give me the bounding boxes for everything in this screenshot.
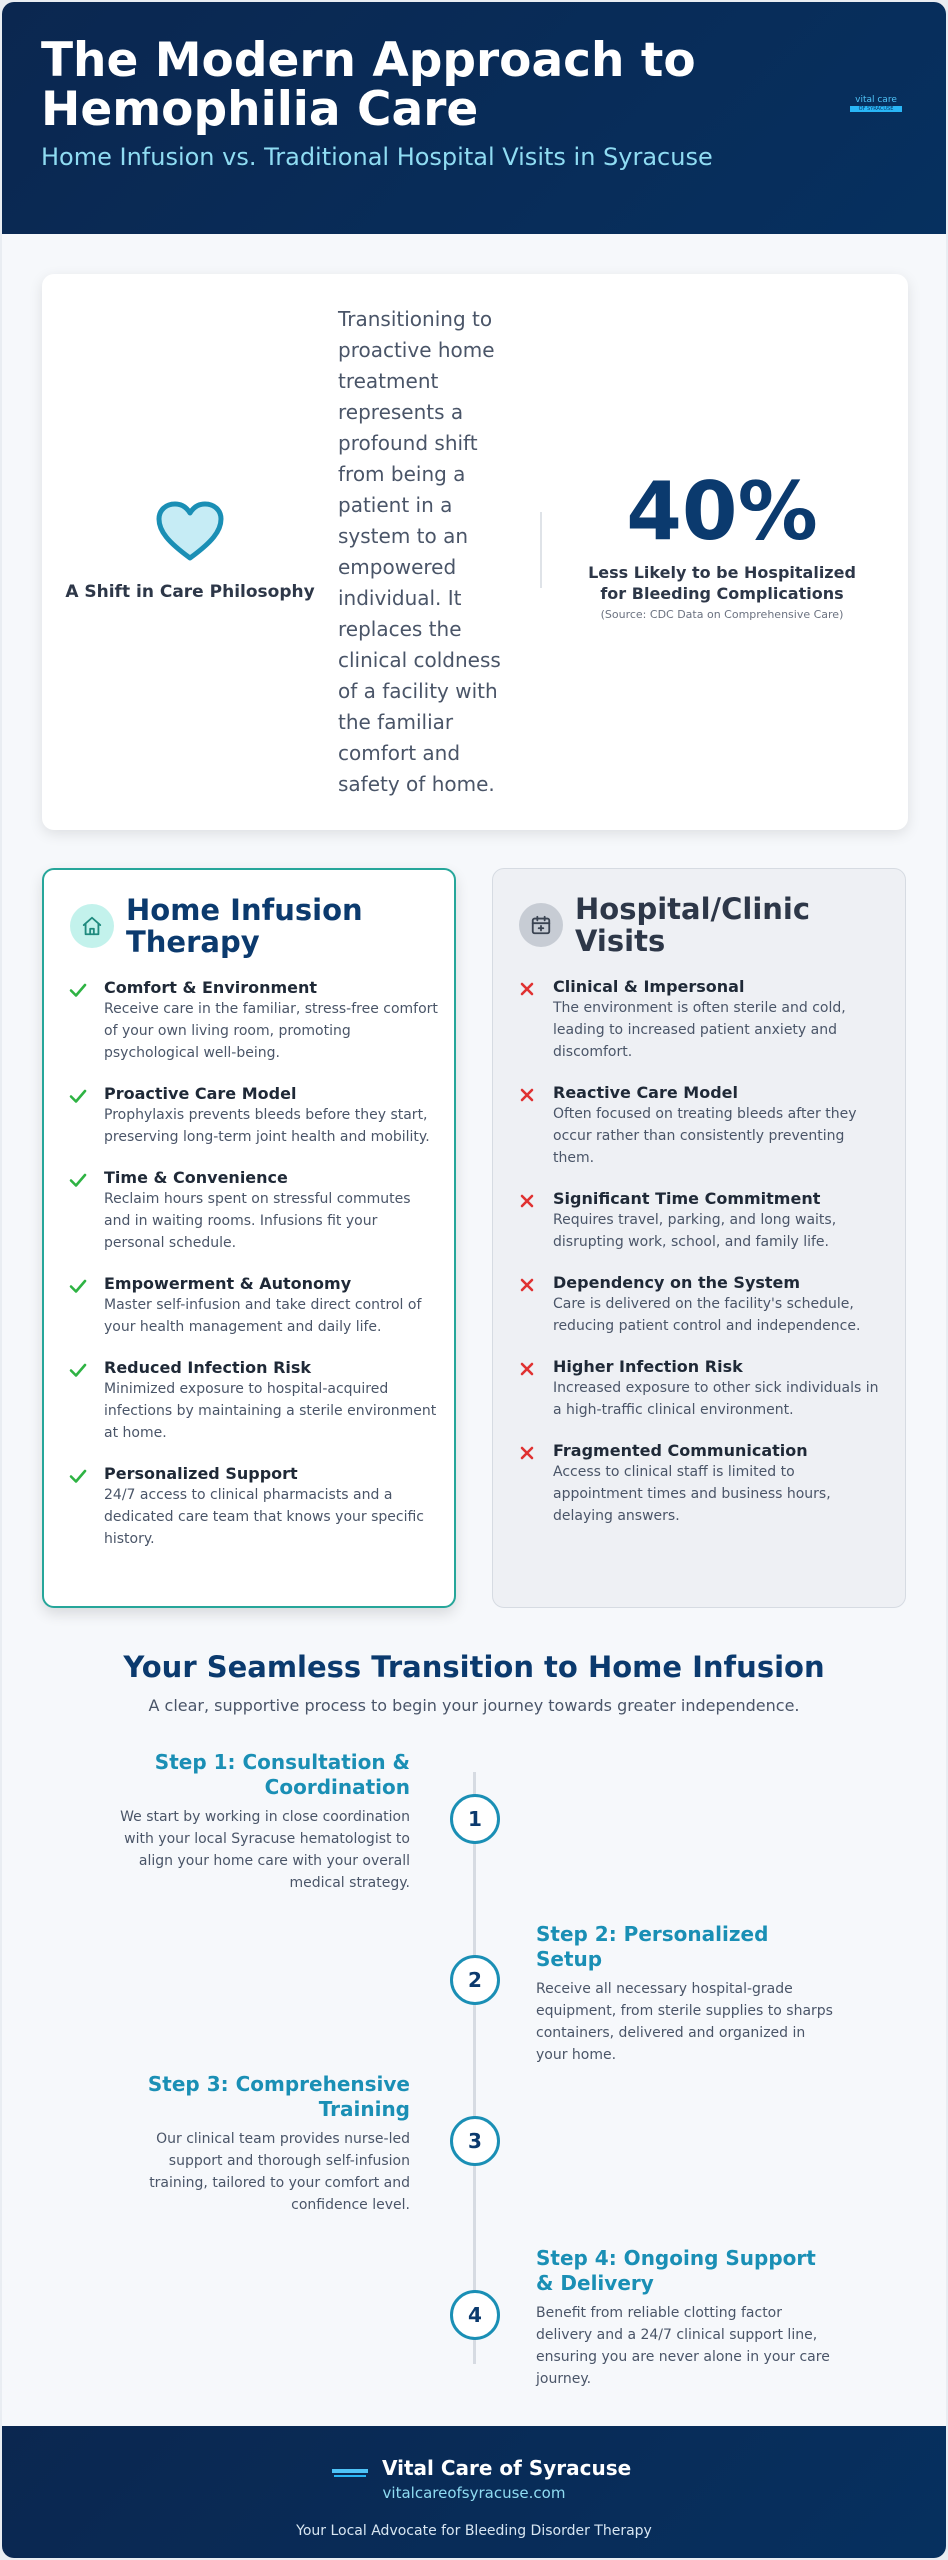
step-number: 2: [450, 1955, 500, 2005]
home-infusion-title: Home Infusion Therapy: [126, 893, 363, 959]
item-title: Significant Time Commitment: [553, 1189, 821, 1208]
cross-icon: [517, 1443, 537, 1463]
item-title: Empowerment & Autonomy: [104, 1274, 352, 1293]
stat-block: [582, 465, 862, 621]
cross-icon: [517, 1275, 537, 1295]
item-title: Dependency on the System: [553, 1273, 801, 1292]
item-description: Often focused on treating bleeds after they occur rather than consistently preventing them.: [553, 1106, 857, 1166]
brand-logo-icon: [332, 2466, 368, 2480]
list-item: [68, 1168, 438, 1254]
step-title: Step 4: Ongoing Support & Delivery: [536, 2246, 816, 2295]
item-title: Clinical & Impersonal: [553, 977, 745, 996]
item-description: Requires travel, parking, and long waits, disrupting work, school, and family life.: [553, 1212, 837, 1250]
home-benefit-list: [68, 978, 438, 1570]
timeline-step-2: [536, 1922, 836, 2066]
hospital-visits-title: Hospital/Clinic Visits: [575, 892, 811, 958]
item-title: Reactive Care Model: [553, 1083, 738, 1102]
check-icon: [68, 1086, 88, 1106]
item-description: Increased exposure to other sick individuals in a high-traffic clinical environment.: [553, 1380, 879, 1418]
header: [2, 2, 946, 234]
cross-icon: [517, 1191, 537, 1211]
calendar-icon: [519, 903, 563, 947]
list-item: [68, 1084, 438, 1148]
home-infusion-card: [42, 868, 456, 1608]
logo-text: vital care: [855, 95, 897, 105]
step-description: Benefit from reliable clotting factor delivery and a 24/7 clinical support line, ensuring you are never alone in your care journey.: [536, 2305, 830, 2387]
list-item: [68, 1358, 438, 1444]
cross-icon: [517, 979, 537, 999]
item-description: Prophylaxis prevents bleeds before they start, preserving long-term joint health and mobility.: [104, 1107, 430, 1145]
footer: [2, 2426, 946, 2558]
list-item: [68, 978, 438, 1064]
item-title: Higher Infection Risk: [553, 1357, 743, 1376]
footer-brand-name: Vital Care of Syracuse: [382, 2456, 632, 2480]
list-item: [68, 1464, 438, 1550]
heart-icon: [154, 500, 226, 564]
item-description: 24/7 access to clinical pharmacists and a dedicated care team that knows your specific history.: [104, 1487, 424, 1547]
item-title: Fragmented Communication: [553, 1441, 808, 1460]
check-icon: [68, 1276, 88, 1296]
footer-tagline: Your Local Advocate for Bleeding Disorder Therapy: [296, 2523, 652, 2539]
timeline-line: [473, 1772, 476, 2364]
list-item: [517, 1357, 887, 1421]
list-item: [517, 1273, 887, 1337]
step-description: Our clinical team provides nurse-led support and thorough self-infusion training, tailored to your comfort and confidence level.: [149, 2131, 410, 2213]
cross-icon: [517, 1359, 537, 1379]
timeline-title: Your Seamless Transition to Home Infusion: [123, 1650, 825, 1684]
divider: [540, 512, 542, 588]
intro-text: Transitioning to proactive home treatment represents a profound shift from being a patient in a system to an empowered individual. It replaces the clinical coldness of a facility with the familiar comfort and safety of home.: [338, 307, 501, 796]
item-description: Minimized exposure to hospital-acquired infections by maintaining a sterile environment at home.: [104, 1381, 437, 1441]
item-description: Master self-infusion and take direct control of your health management and daily life.: [104, 1297, 422, 1335]
check-icon: [68, 1170, 88, 1190]
item-title: Time & Convenience: [104, 1168, 288, 1187]
step-description: Receive all necessary hospital-grade equipment, from sterile supplies to sharps containers, delivered and organized in your home.: [536, 1981, 833, 2063]
step-number: 4: [450, 2290, 500, 2340]
stat-description: Less Likely to be Hospitalized for Bleeding Complications: [588, 563, 856, 603]
step-title: Step 3: Comprehensive Training: [147, 2072, 410, 2121]
timeline-step-3: [110, 2072, 410, 2216]
item-title: Comfort & Environment: [104, 978, 318, 997]
item-title: Reduced Infection Risk: [104, 1358, 312, 1377]
brand-logo: [850, 95, 902, 112]
page-title: The Modern Approach to Hemophilia Care: [41, 33, 696, 137]
list-item: [68, 1274, 438, 1338]
check-icon: [68, 980, 88, 1000]
list-item: [517, 1189, 887, 1253]
footer-website-link[interactable]: vitalcareofsyracuse.com: [382, 2484, 566, 2502]
item-description: Access to clinical staff is limited to appointment times and business hours, delaying answers.: [553, 1464, 831, 1524]
intro-card: [42, 274, 908, 830]
item-description: Receive care in the familiar, stress-free comfort of your own living room, promoting psychological well-being.: [104, 1001, 438, 1061]
item-description: Care is delivered on the facility's schedule, reducing patient control and independence.: [553, 1296, 861, 1334]
logo-subtext: OF SYRACUSE: [850, 106, 902, 112]
check-icon: [68, 1360, 88, 1380]
step-description: We start by working in close coordination with your local Syracuse hematologist to align your home care with your overall medical strategy.: [120, 1809, 410, 1891]
hospital-visits-card: [492, 868, 906, 1608]
timeline-step-1: [110, 1750, 410, 1894]
philosophy-label: A Shift in Care Philosophy: [65, 582, 315, 602]
hospital-drawback-list: [517, 977, 887, 1547]
step-title: Step 2: Personalized Setup: [536, 1922, 769, 1971]
stat-source: (Source: CDC Data on Comprehensive Care): [600, 608, 844, 621]
cross-icon: [517, 1085, 537, 1105]
item-description: Reclaim hours spent on stressful commutes and in waiting rooms. Infusions fit your personal schedule.: [104, 1191, 411, 1251]
item-description: The environment is often sterile and cold, leading to increased patient anxiety and discomfort.: [553, 1000, 846, 1060]
check-icon: [68, 1466, 88, 1486]
timeline-subtitle: A clear, supportive process to begin your journey towards greater independence.: [148, 1696, 800, 1715]
list-item: [517, 977, 887, 1063]
page-subtitle: Home Infusion vs. Traditional Hospital Visits in Syracuse: [41, 143, 713, 171]
list-item: [517, 1083, 887, 1169]
item-title: Personalized Support: [104, 1464, 298, 1483]
timeline-step-4: [536, 2246, 836, 2390]
step-number: 1: [450, 1794, 500, 1844]
stat-value: 40%: [626, 465, 818, 558]
infographic-page: [2, 2, 946, 2558]
list-item: [517, 1441, 887, 1527]
step-title: Step 1: Consultation & Coordination: [154, 1750, 410, 1799]
home-icon: [70, 904, 114, 948]
step-number: 3: [450, 2116, 500, 2166]
item-title: Proactive Care Model: [104, 1084, 297, 1103]
